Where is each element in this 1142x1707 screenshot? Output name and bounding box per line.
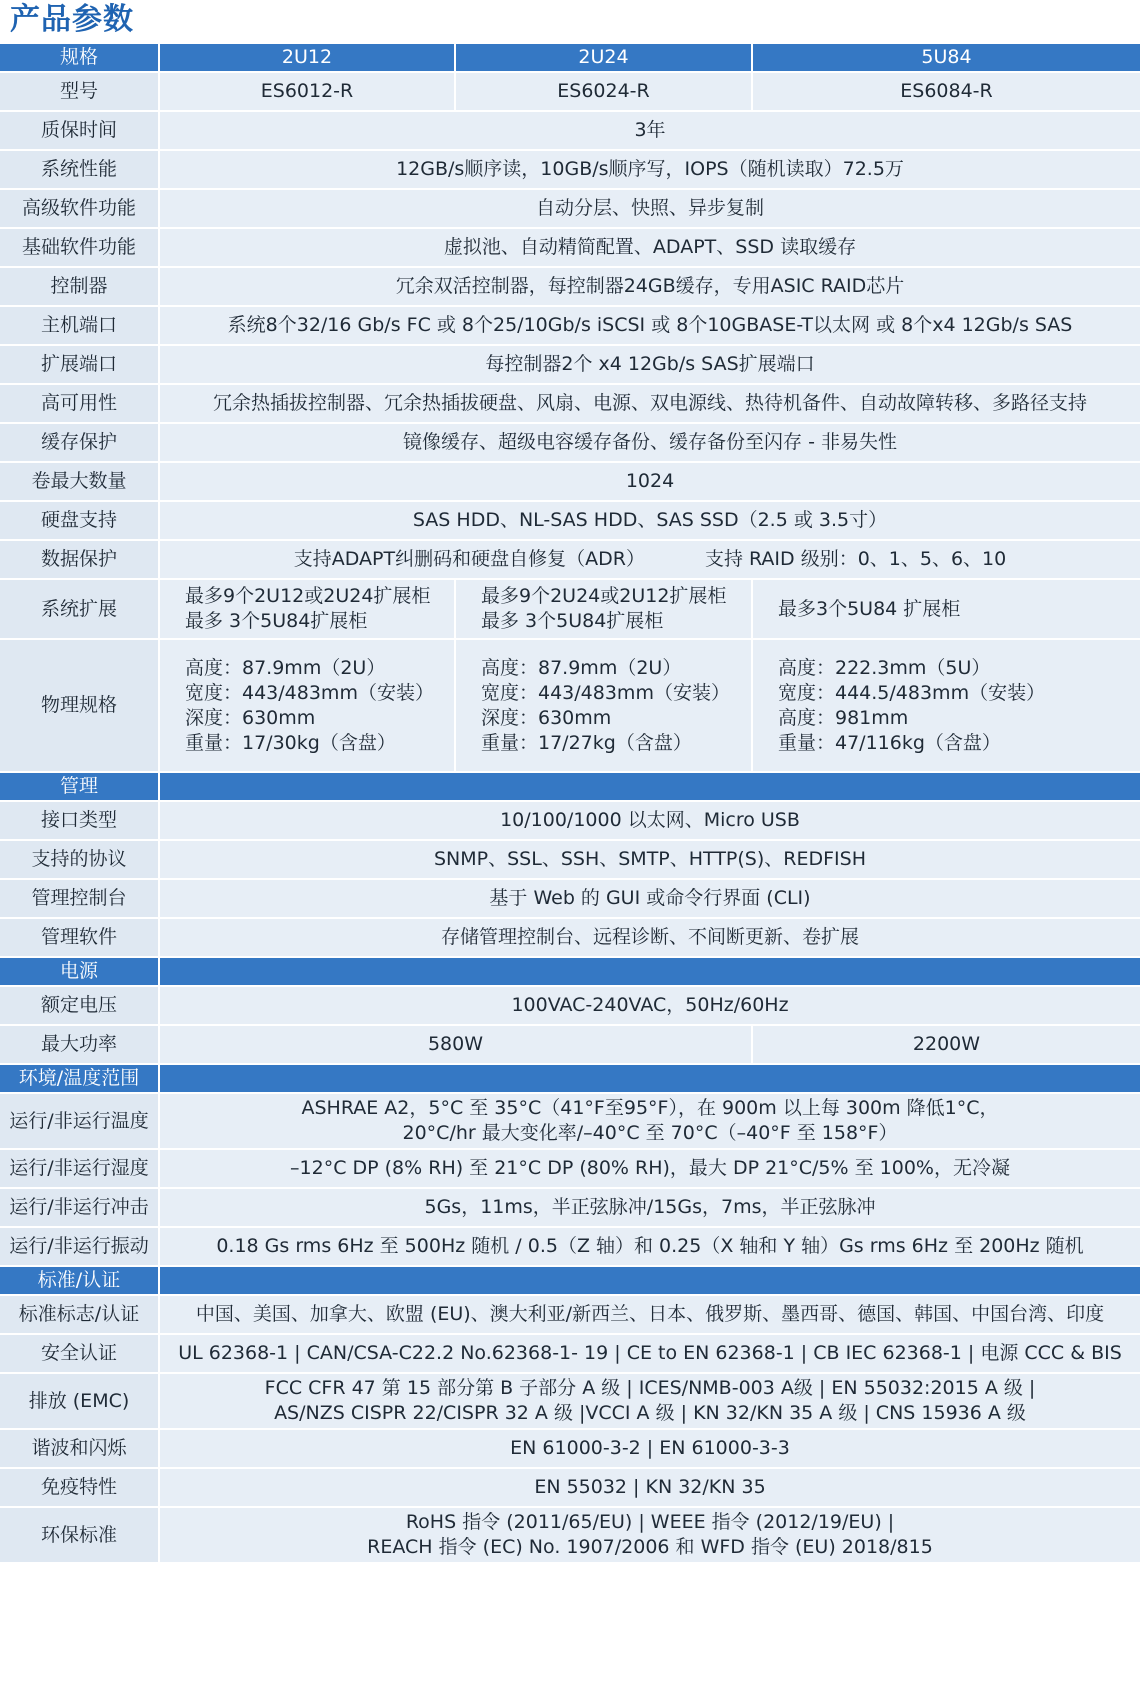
- table-row: [0, 1026, 1142, 1065]
- row-label: 缓存保护: [0, 424, 160, 463]
- row-value: 1024: [160, 463, 1142, 502]
- row-label: 额定电压: [0, 987, 160, 1026]
- section-title: 管理: [0, 773, 160, 802]
- row-value: 基于 Web 的 GUI 或命令行界面 (CLI): [160, 880, 1142, 919]
- row-label: 管理软件: [0, 919, 160, 958]
- model-value: ES6084-R: [753, 73, 1142, 112]
- physical-cell: [160, 640, 456, 773]
- table-row: [0, 268, 1142, 307]
- table-row: [0, 987, 1142, 1026]
- row-value: 系统8个32/16 Gb/s FC 或 8个25/10Gb/s iSCSI 或 8个10GBASE-T以太网 或 8个x4 12Gb/s SAS: [160, 307, 1142, 346]
- cell-line: 最多3个5U84 扩展柜: [778, 597, 961, 620]
- header-label: 规格: [0, 44, 160, 73]
- table-row: [0, 1469, 1142, 1508]
- table-row: [0, 1335, 1142, 1374]
- table-row: [0, 802, 1142, 841]
- cell-line: AS/NZS CISPR 22/CISPR 32 A 级 |VCCI A 级 | KN 32/KN 35 A 级 | CNS 15936 A 级: [274, 1402, 1026, 1424]
- row-value: 存储管理控制台、远程诊断、不间断更新、卷扩展: [160, 919, 1142, 958]
- expansion-cell: [160, 580, 456, 640]
- table-row: [0, 385, 1142, 424]
- section-header-environment: [0, 1065, 1142, 1094]
- section-header-power: [0, 958, 1142, 987]
- cell-line: 宽度：443/483mm（安装）: [185, 681, 434, 704]
- page-title: 产品参数: [10, 2, 134, 37]
- table-row: [0, 190, 1142, 229]
- row-label: 扩展端口: [0, 346, 160, 385]
- row-value: 12GB/s顺序读，10GB/s顺序写，IOPS（随机读取）72.5万: [160, 151, 1142, 190]
- row-label: 免疫特性: [0, 1469, 160, 1508]
- cell-line: 深度：630mm: [481, 706, 612, 729]
- table-row: [0, 463, 1142, 502]
- physical-cell: [456, 640, 753, 773]
- table-row: [0, 1508, 1142, 1564]
- row-value: EN 61000-3-2 | EN 61000-3-3: [160, 1430, 1142, 1469]
- table-row: [0, 541, 1142, 580]
- table-row: [0, 580, 1142, 640]
- row-value: [160, 1374, 1142, 1430]
- row-label: 标准标志/认证: [0, 1296, 160, 1335]
- row-value: 冗余热插拔控制器、冗余热插拔硬盘、风扇、电源、双电源线、热待机备件、自动故障转移、多路径支持: [160, 385, 1142, 424]
- table-row: [0, 112, 1142, 151]
- table-row: [0, 1374, 1142, 1430]
- table-row: [0, 1296, 1142, 1335]
- row-label: 系统扩展: [0, 580, 160, 640]
- model-value: ES6012-R: [160, 73, 456, 112]
- row-value: EN 55032 | KN 32/KN 35: [160, 1469, 1142, 1508]
- row-value: SAS HDD、NL-SAS HDD、SAS SSD（2.5 或 3.5寸）: [160, 502, 1142, 541]
- row-label: 最大功率: [0, 1026, 160, 1065]
- expansion-cell: [753, 580, 1142, 640]
- row-label: 接口类型: [0, 802, 160, 841]
- row-label: 运行/非运行冲击: [0, 1189, 160, 1228]
- row-value: [160, 1094, 1142, 1150]
- row-label: 数据保护: [0, 541, 160, 580]
- cell-line: FCC CFR 47 第 15 部分第 B 子部分 A 级 | ICES/NMB-003 A级 | EN 55032:2015 A 级 |: [264, 1377, 1036, 1399]
- row-label: 运行/非运行振动: [0, 1228, 160, 1267]
- header-col-2u12: 2U12: [160, 44, 456, 73]
- table-row: [0, 307, 1142, 346]
- row-label: 高级软件功能: [0, 190, 160, 229]
- row-label: 控制器: [0, 268, 160, 307]
- row-label: 型号: [0, 73, 160, 112]
- row-label: 管理控制台: [0, 880, 160, 919]
- row-label: 卷最大数量: [0, 463, 160, 502]
- row-value: 5Gs，11ms，半正弦脉冲/15Gs，7ms，半正弦脉冲: [160, 1189, 1142, 1228]
- table-row: [0, 841, 1142, 880]
- row-value: 冗余双活控制器，每控制器24GB缓存，专用ASIC RAID芯片: [160, 268, 1142, 307]
- data-protection-raid: 支持 RAID 级别：0、1、5、6、10: [704, 548, 1007, 570]
- cell-line: ASHRAE A2，5°C 至 35°C（41°F至95°F），在 900m 以上每 300m 降低1°C，: [301, 1097, 999, 1119]
- cell-line: 高度：222.3mm（5U）: [778, 656, 991, 679]
- header-col-5u84: 5U84: [753, 44, 1142, 73]
- data-protection-adapt: 支持ADAPT纠删码和硬盘自修复（ADR）: [293, 548, 645, 570]
- table-row: [0, 640, 1142, 773]
- row-value: [160, 541, 1142, 580]
- row-value: 自动分层、快照、异步复制: [160, 190, 1142, 229]
- cell-line: 高度：981mm: [778, 706, 909, 729]
- row-value: 0.18 Gs rms 6Hz 至 500Hz 随机 / 0.5（Z 轴）和 0.25（X 轴和 Y 轴）Gs rms 6Hz 至 200Hz 随机: [160, 1228, 1142, 1267]
- cell-line: 重量：47/116kg（含盘）: [778, 731, 1001, 754]
- row-label: 安全认证: [0, 1335, 160, 1374]
- row-value: SNMP、SSL、SSH、SMTP、HTTP(S)、REDFISH: [160, 841, 1142, 880]
- cell-line: REACH 指令 (EC) No. 1907/2006 和 WFD 指令 (EU) 2018/815: [367, 1536, 933, 1558]
- table-row: [0, 1189, 1142, 1228]
- row-value: 100VAC-240VAC，50Hz/60Hz: [160, 987, 1142, 1026]
- row-value: 2200W: [753, 1026, 1142, 1065]
- cell-line: 最多9个2U12或2U24扩展柜: [185, 585, 431, 607]
- row-label: 基础软件功能: [0, 229, 160, 268]
- table-row: [0, 1094, 1142, 1150]
- row-value: 580W: [160, 1026, 753, 1065]
- row-value: 3年: [160, 112, 1142, 151]
- row-label: 运行/非运行温度: [0, 1094, 160, 1150]
- section-header-standards: [0, 1267, 1142, 1296]
- row-label: 支持的协议: [0, 841, 160, 880]
- section-title: 标准/认证: [0, 1267, 160, 1296]
- physical-cell: [753, 640, 1142, 773]
- cell-line: 最多 3个5U84扩展柜: [481, 610, 664, 632]
- row-label: 高可用性: [0, 385, 160, 424]
- section-title: 电源: [0, 958, 160, 987]
- expansion-cell: [456, 580, 753, 640]
- row-value: 中国、美国、加拿大、欧盟 (EU)、澳大利亚/新西兰、日本、俄罗斯、墨西哥、德国、韩国、中国台湾、印度: [160, 1296, 1142, 1335]
- cell-line: RoHS 指令 (2011/65/EU) | WEEE 指令 (2012/19/EU) |: [405, 1511, 895, 1533]
- row-label: 质保时间: [0, 112, 160, 151]
- row-label: 排放 (EMC): [0, 1374, 160, 1430]
- row-value: 10/100/1000 以太网、Micro USB: [160, 802, 1142, 841]
- row-label: 主机端口: [0, 307, 160, 346]
- section-title: 环境/温度范围: [0, 1065, 160, 1094]
- row-value: [160, 1508, 1142, 1564]
- row-label: 环保标准: [0, 1508, 160, 1564]
- cell-line: 重量：17/30kg（含盘）: [185, 731, 396, 754]
- row-value: 镜像缓存、超级电容缓存备份、缓存备份至闪存 - 非易失性: [160, 424, 1142, 463]
- cell-line: 高度：87.9mm（2U）: [481, 656, 682, 679]
- cell-line: 宽度：443/483mm（安装）: [481, 681, 730, 704]
- row-value: –12°C DP (8% RH) 至 21°C DP (80% RH)，最大 DP 21°C/5% 至 100%，无冷凝: [160, 1150, 1142, 1189]
- row-label: 运行/非运行湿度: [0, 1150, 160, 1189]
- cell-line: 深度：630mm: [185, 706, 316, 729]
- row-value: 每控制器2个 x4 12Gb/s SAS扩展端口: [160, 346, 1142, 385]
- row-value: 虚拟池、自动精简配置、ADAPT、SSD 读取缓存: [160, 229, 1142, 268]
- cell-line: 宽度：444.5/483mm（安装）: [778, 681, 1046, 704]
- table-row: [0, 1430, 1142, 1469]
- cell-line: 最多 3个5U84扩展柜: [185, 610, 368, 632]
- spec-table: [0, 44, 1142, 1564]
- model-value: ES6024-R: [456, 73, 753, 112]
- table-row: [0, 502, 1142, 541]
- section-header-management: [0, 773, 1142, 802]
- table-row: [0, 346, 1142, 385]
- row-label: 谐波和闪烁: [0, 1430, 160, 1469]
- table-row: [0, 1150, 1142, 1189]
- table-header-row: [0, 44, 1142, 73]
- row-label: 系统性能: [0, 151, 160, 190]
- table-row: [0, 424, 1142, 463]
- table-row: [0, 229, 1142, 268]
- cell-line: 高度：87.9mm（2U）: [185, 656, 386, 679]
- header-col-2u24: 2U24: [456, 44, 753, 73]
- table-row: [0, 1228, 1142, 1267]
- row-label: 物理规格: [0, 640, 160, 773]
- table-row: [0, 73, 1142, 112]
- cell-line: 重量：17/27kg（含盘）: [481, 731, 692, 754]
- cell-line: 最多9个2U24或2U12扩展柜: [481, 585, 727, 607]
- table-row: [0, 919, 1142, 958]
- table-row: [0, 880, 1142, 919]
- table-row: [0, 151, 1142, 190]
- row-value: UL 62368-1 | CAN/CSA-C22.2 No.62368-1- 19 | CE to EN 62368-1 | CB IEC 62368-1 | 电源 CCC & BIS: [160, 1335, 1142, 1374]
- row-label: 硬盘支持: [0, 502, 160, 541]
- cell-line: 20°C/hr 最大变化率/–40°C 至 70°C（–40°F 至 158°F）: [402, 1122, 898, 1144]
